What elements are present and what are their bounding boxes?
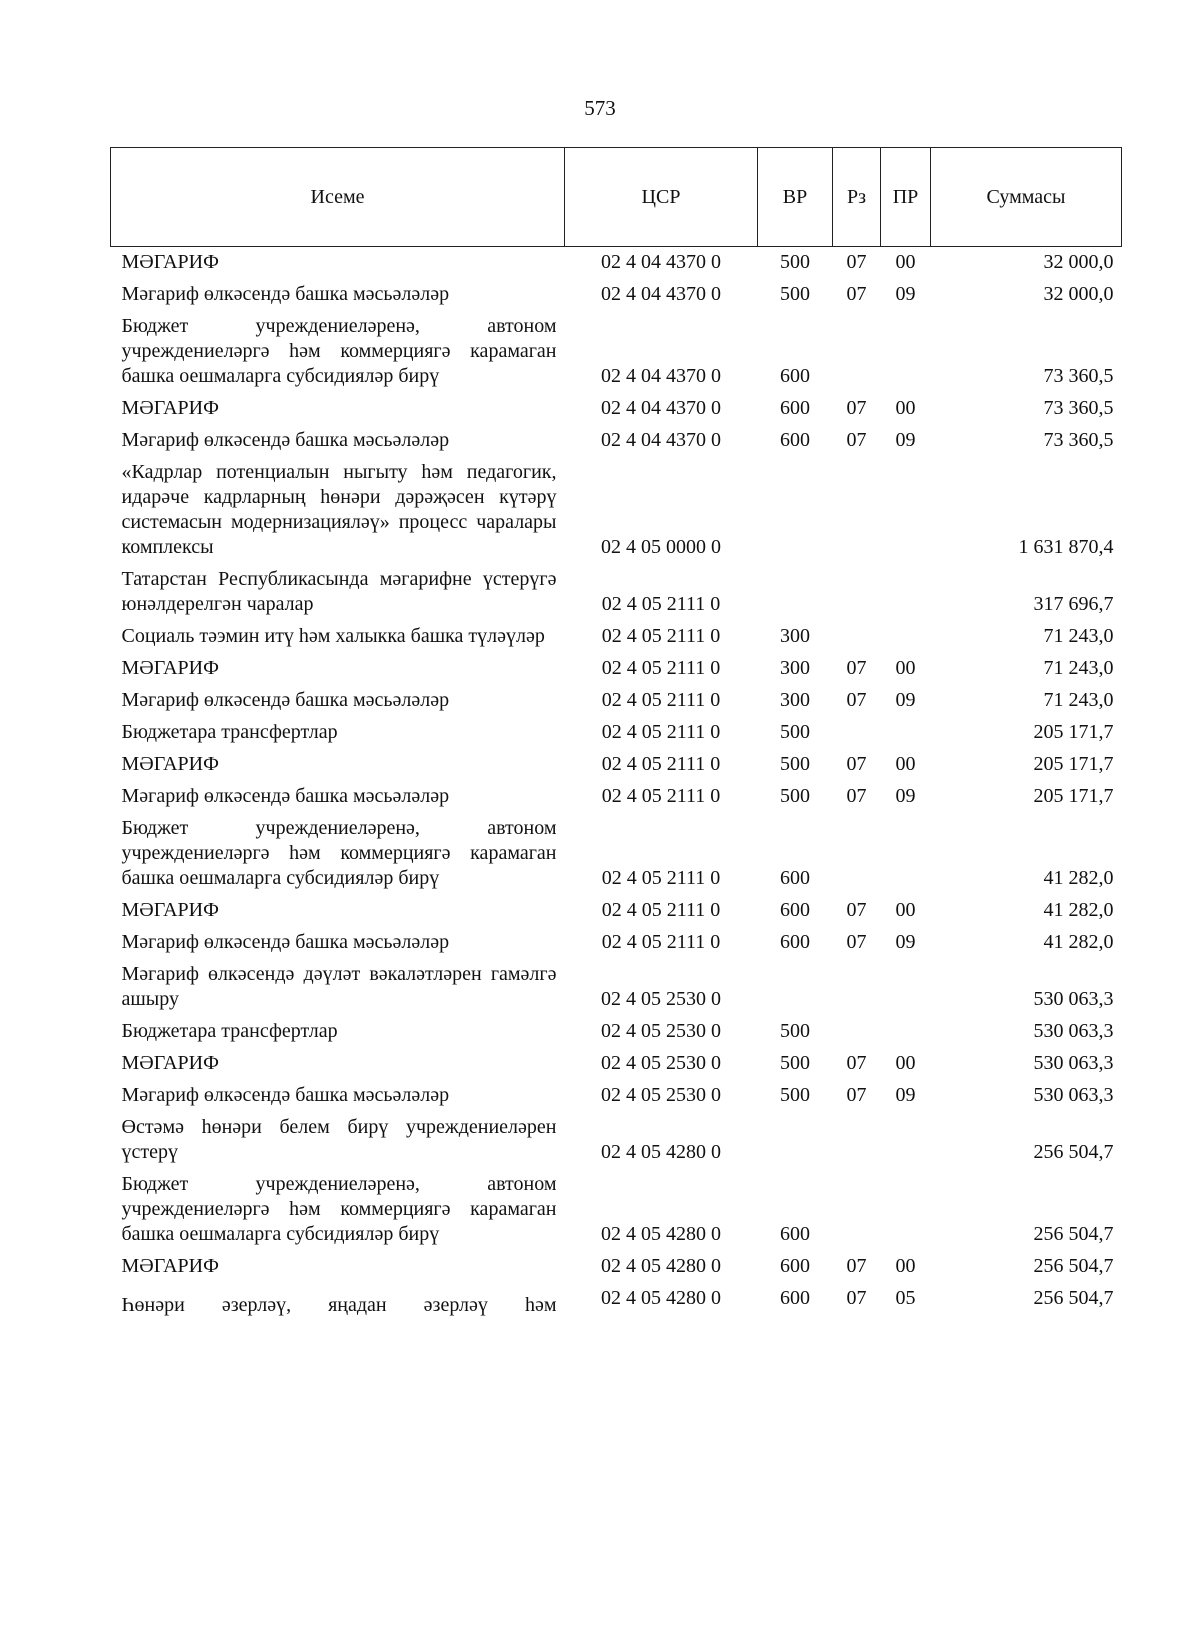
table-row [111, 895, 1122, 927]
row-vr: 600 [780, 397, 810, 419]
row-sum: 32 000,0 [1043, 251, 1114, 273]
table-row [111, 1048, 1122, 1080]
table-row [111, 685, 1122, 717]
row-vr: 500 [780, 753, 810, 775]
row-pr: 09 [895, 931, 916, 953]
row-csr: 02 4 05 2530 0 [601, 1052, 721, 1074]
row-pr [881, 1112, 931, 1169]
row-pr: 09 [895, 689, 916, 711]
row-name: МӘГАРИФ [121, 397, 219, 419]
row-sum: 530 063,3 [1033, 1052, 1114, 1074]
row-pr [881, 1169, 931, 1251]
row-vr [758, 457, 833, 564]
table-row [111, 653, 1122, 685]
row-csr: 02 4 04 4370 0 [601, 397, 721, 419]
row-csr: 02 4 05 4280 0 [601, 1287, 721, 1309]
row-rz: 07 [846, 429, 867, 451]
row-sum: 256 504,7 [1033, 1141, 1114, 1163]
row-sum: 41 282,0 [1043, 899, 1114, 921]
row-vr: 600 [780, 365, 810, 387]
row-pr [881, 457, 931, 564]
row-name: Социаль тәэмин итү һәм халыкка башка түләүләр [121, 625, 545, 647]
row-csr: 02 4 05 2111 0 [601, 753, 721, 775]
row-vr [758, 1112, 833, 1169]
row-pr: 00 [895, 899, 916, 921]
row-rz [833, 621, 881, 653]
row-name: «Кадрлар потенциалын ныгыту һәм педагогик, идарәче кадрларның һөнәри дәрәҗәсен күтәрү системасын модернизацияләү» процесс чаралары комплексы [121, 461, 557, 558]
row-csr: 02 4 05 2111 0 [601, 689, 721, 711]
row-csr: 02 4 04 4370 0 [601, 251, 721, 273]
budget-table [110, 147, 1122, 1322]
table-row [111, 1283, 1122, 1322]
row-name: Мәгариф өлкәсендә башка мәсьәләләр [121, 689, 450, 711]
row-rz: 07 [846, 397, 867, 419]
row-rz: 07 [846, 657, 867, 679]
row-name: МӘГАРИФ [121, 251, 219, 273]
row-pr: 09 [895, 785, 916, 807]
row-csr: 02 4 05 4280 0 [601, 1141, 721, 1163]
row-csr: 02 4 05 2530 0 [601, 1020, 721, 1042]
row-sum: 256 504,7 [1033, 1287, 1114, 1309]
row-vr [758, 564, 833, 621]
row-name: Мәгариф өлкәсендә дәүләт вәкаләтләрен гамәлгә ашыру [121, 963, 557, 1010]
row-vr: 500 [780, 1052, 810, 1074]
header-row [111, 148, 1122, 247]
row-csr: 02 4 05 2111 0 [601, 785, 721, 807]
row-name: МӘГАРИФ [121, 657, 219, 679]
row-csr: 02 4 05 2111 0 [601, 721, 721, 743]
row-name: Бюджет учреждениеләренә, автоном учреждениеләргә һәм коммерциягә карамаган башка оешмаларга субсидияләр бирү [121, 315, 557, 387]
table-row [111, 621, 1122, 653]
row-name: Һөнәри әзерләү, яңадан әзерләү һәм [121, 1294, 557, 1316]
row-vr [758, 959, 833, 1016]
row-csr: 02 4 05 2530 0 [601, 988, 721, 1010]
row-pr: 09 [895, 283, 916, 305]
row-csr: 02 4 04 4370 0 [601, 283, 721, 305]
row-vr: 600 [780, 899, 810, 921]
row-csr: 02 4 05 2111 0 [601, 867, 721, 889]
row-csr: 02 4 04 4370 0 [601, 365, 721, 387]
row-pr [881, 621, 931, 653]
header-vr: ВР [758, 148, 833, 247]
row-vr: 600 [780, 1287, 810, 1309]
table-row [111, 279, 1122, 311]
row-rz: 07 [846, 899, 867, 921]
row-rz: 07 [846, 931, 867, 953]
row-pr: 09 [895, 1084, 916, 1106]
row-sum: 73 360,5 [1043, 365, 1114, 387]
row-csr: 02 4 05 2111 0 [601, 625, 721, 647]
row-vr: 500 [780, 785, 810, 807]
row-sum: 71 243,0 [1043, 625, 1114, 647]
row-rz [833, 717, 881, 749]
row-name: Бюджетара трансфертлар [121, 721, 338, 743]
header-pr: ПР [881, 148, 931, 247]
row-csr: 02 4 04 4370 0 [601, 429, 721, 451]
row-name: МӘГАРИФ [121, 1052, 219, 1074]
row-pr: 00 [895, 251, 916, 273]
row-sum: 530 063,3 [1033, 988, 1114, 1010]
row-name: Мәгариф өлкәсендә башка мәсьәләләр [121, 283, 450, 305]
row-vr: 500 [780, 1084, 810, 1106]
row-name: Бюджетара трансфертлар [121, 1020, 338, 1042]
row-csr: 02 4 05 2530 0 [601, 1084, 721, 1106]
row-csr: 02 4 05 2111 0 [601, 657, 721, 679]
row-csr: 02 4 05 2111 0 [601, 899, 721, 921]
row-sum: 256 504,7 [1033, 1223, 1114, 1245]
row-name: Мәгариф өлкәсендә башка мәсьәләләр [121, 785, 450, 807]
row-pr [881, 717, 931, 749]
row-sum: 256 504,7 [1033, 1255, 1114, 1277]
row-vr: 500 [780, 721, 810, 743]
row-sum: 73 360,5 [1043, 429, 1114, 451]
header-rz: Рз [833, 148, 881, 247]
row-name: МӘГАРИФ [121, 1255, 219, 1277]
row-vr: 300 [780, 689, 810, 711]
table-row [111, 1080, 1122, 1112]
table-row [111, 813, 1122, 895]
row-rz: 07 [846, 1255, 867, 1277]
table-row [111, 311, 1122, 393]
table-row [111, 1251, 1122, 1283]
page-number: 573 [584, 96, 616, 120]
row-sum: 530 063,3 [1033, 1020, 1114, 1042]
table-row [111, 393, 1122, 425]
row-pr: 05 [895, 1287, 916, 1309]
row-vr: 600 [780, 429, 810, 451]
row-vr: 500 [780, 251, 810, 273]
row-name: Бюджет учреждениеләренә, автоном учреждениеләргә һәм коммерциягә карамаган башка оешмаларга субсидияләр бирү [121, 1173, 557, 1245]
table-body [111, 247, 1122, 1323]
row-rz: 07 [846, 785, 867, 807]
row-rz [833, 813, 881, 895]
table-row [111, 1169, 1122, 1251]
row-rz: 07 [846, 1084, 867, 1106]
row-name: Татарстан Республикасында мәгарифне үстерүгә юнәлдерелгән чаралар [121, 568, 557, 615]
row-vr: 300 [780, 625, 810, 647]
row-vr: 600 [780, 1255, 810, 1277]
table-row [111, 564, 1122, 621]
row-name: МӘГАРИФ [121, 753, 219, 775]
table-header [111, 148, 1122, 247]
row-pr: 09 [895, 429, 916, 451]
row-csr: 02 4 05 4280 0 [601, 1223, 721, 1245]
row-pr [881, 813, 931, 895]
row-csr: 02 4 05 4280 0 [601, 1255, 721, 1277]
row-sum: 205 171,7 [1033, 753, 1114, 775]
table-row [111, 927, 1122, 959]
row-name: Бюджет учреждениеләренә, автоном учреждениеләргә һәм коммерциягә карамаган башка оешмаларга субсидияләр бирү [121, 817, 557, 889]
table-row [111, 247, 1122, 280]
row-pr [881, 959, 931, 1016]
row-vr: 300 [780, 657, 810, 679]
row-pr: 00 [895, 657, 916, 679]
row-sum: 41 282,0 [1043, 931, 1114, 953]
row-rz: 07 [846, 251, 867, 273]
row-rz: 07 [846, 753, 867, 775]
row-rz: 07 [846, 1052, 867, 1074]
row-sum: 32 000,0 [1043, 283, 1114, 305]
row-vr: 600 [780, 1223, 810, 1245]
row-sum: 205 171,7 [1033, 785, 1114, 807]
row-rz: 07 [846, 283, 867, 305]
row-name: Мәгариф өлкәсендә башка мәсьәләләр [121, 1084, 450, 1106]
table-row [111, 717, 1122, 749]
row-sum: 71 243,0 [1043, 657, 1114, 679]
table-row [111, 1112, 1122, 1169]
row-csr: 02 4 05 2111 0 [601, 931, 721, 953]
row-rz: 07 [846, 689, 867, 711]
row-vr: 600 [780, 867, 810, 889]
row-pr [881, 311, 931, 393]
row-vr: 500 [780, 283, 810, 305]
row-rz [833, 311, 881, 393]
row-sum: 1 631 870,4 [1018, 536, 1114, 558]
row-rz [833, 457, 881, 564]
header-sum: Суммасы [931, 148, 1122, 247]
row-name: Мәгариф өлкәсендә башка мәсьәләләр [121, 931, 450, 953]
row-name: Өстәмә һөнәри белем бирү учреждениеләрен үстерү [121, 1116, 557, 1163]
row-sum: 530 063,3 [1033, 1084, 1114, 1106]
row-pr: 00 [895, 1052, 916, 1074]
budget-table-wrapper [110, 147, 1121, 1322]
row-pr: 00 [895, 753, 916, 775]
header-csr: ЦСР [565, 148, 758, 247]
row-sum: 205 171,7 [1033, 721, 1114, 743]
row-rz [833, 959, 881, 1016]
row-pr [881, 1016, 931, 1048]
table-row [111, 781, 1122, 813]
row-rz [833, 1169, 881, 1251]
row-rz [833, 564, 881, 621]
table-row [111, 457, 1122, 564]
row-sum: 41 282,0 [1043, 867, 1114, 889]
row-rz: 07 [846, 1287, 867, 1309]
row-vr: 600 [780, 931, 810, 953]
row-sum: 73 360,5 [1043, 397, 1114, 419]
row-sum: 71 243,0 [1043, 689, 1114, 711]
row-name: МӘГАРИФ [121, 899, 219, 921]
header-name: Исеме [111, 148, 565, 247]
row-pr: 00 [895, 1255, 916, 1277]
row-name: Мәгариф өлкәсендә башка мәсьәләләр [121, 429, 450, 451]
row-pr: 00 [895, 397, 916, 419]
row-rz [833, 1016, 881, 1048]
table-row [111, 425, 1122, 457]
row-csr: 02 4 05 0000 0 [601, 536, 721, 558]
table-row [111, 959, 1122, 1016]
row-csr: 02 4 05 2111 0 [601, 593, 721, 615]
row-vr: 500 [780, 1020, 810, 1042]
row-rz [833, 1112, 881, 1169]
row-sum: 317 696,7 [1033, 593, 1114, 615]
table-row [111, 749, 1122, 781]
row-pr [881, 564, 931, 621]
table-row [111, 1016, 1122, 1048]
